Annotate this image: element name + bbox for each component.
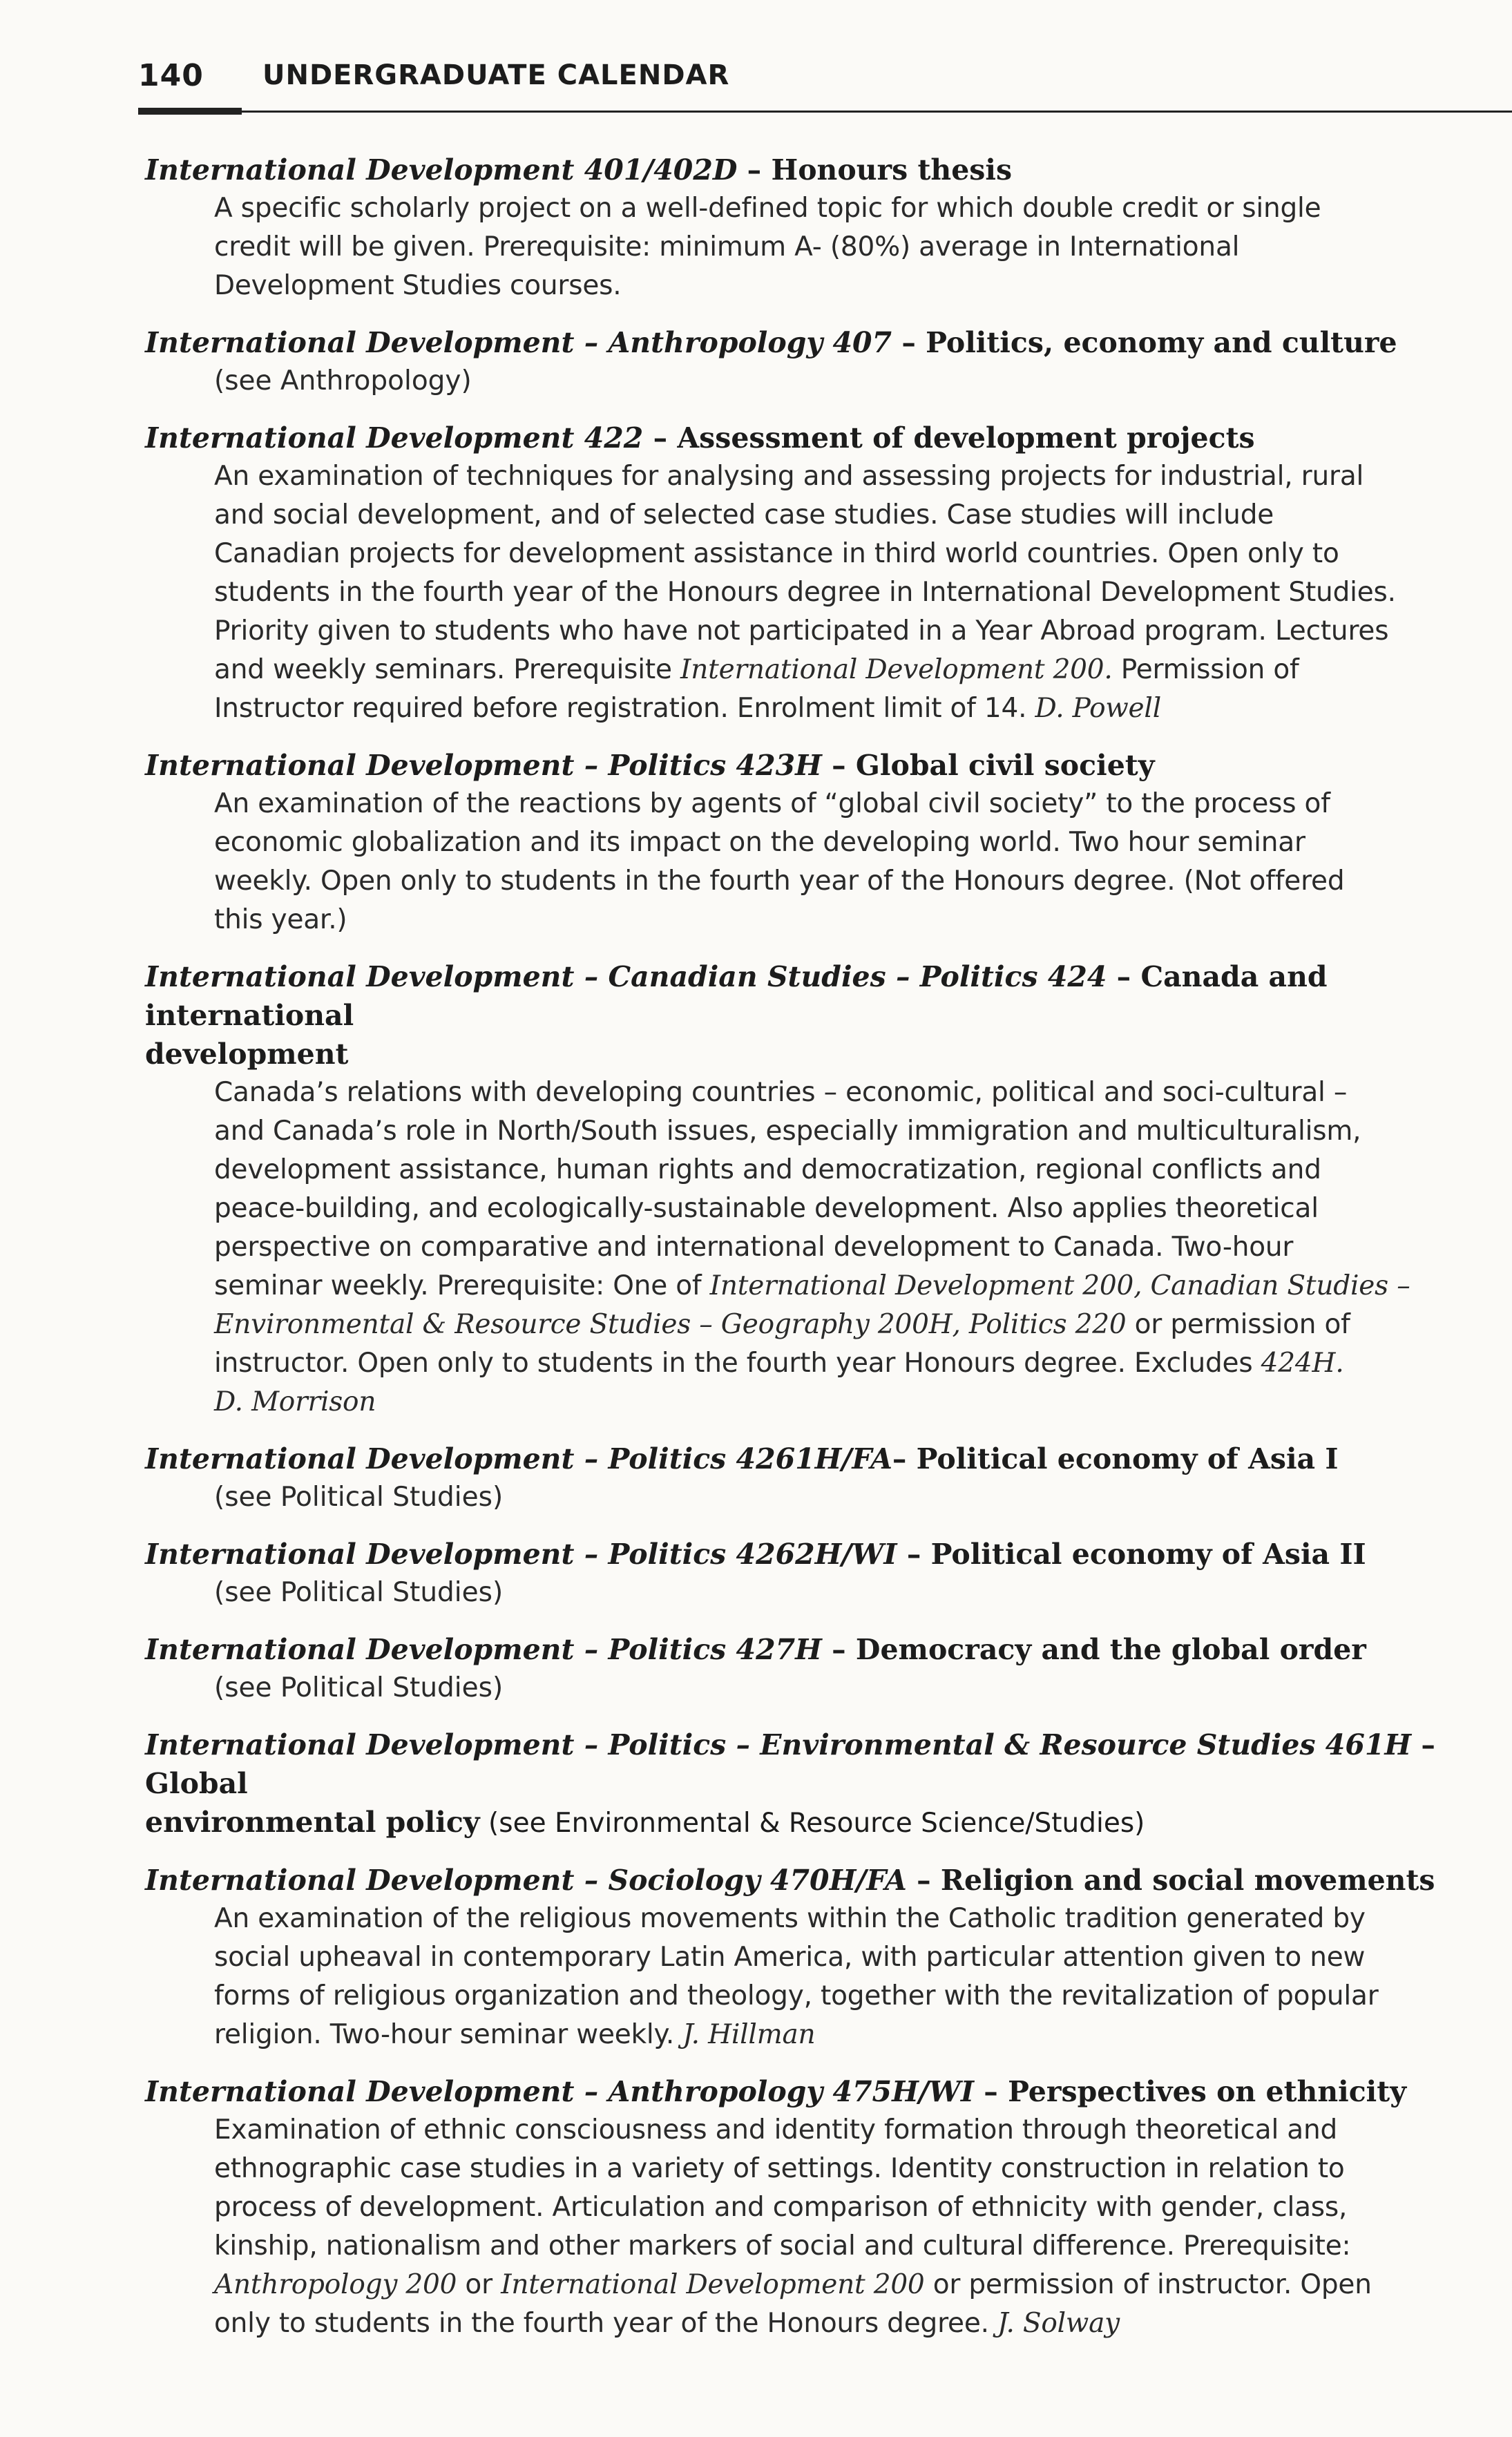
course-code: International Development – Sociology 470H/FA	[145, 1864, 907, 1897]
course-name-cont: development	[145, 1038, 349, 1071]
course-entry	[145, 1861, 1444, 2054]
desc-line: Canadian projects for development assistance in third world countries. Open only to	[214, 538, 1339, 569]
desc-text: Instructor required before registration. Enrolment limit of 14.	[214, 693, 1035, 724]
course-entry	[145, 1535, 1444, 1612]
desc-line: Examination of ethnic consciousness and identity formation through theoretical and	[214, 2114, 1338, 2145]
course-reference: 424H.	[1261, 1348, 1344, 1379]
desc-text: or	[457, 2269, 501, 2300]
desc-line	[214, 2016, 1444, 2054]
course-description	[214, 785, 1444, 939]
course-reference: International Development 200.	[680, 654, 1113, 685]
desc-line: An examination of the religious movements within the Catholic tradition generated by	[214, 1903, 1366, 1934]
course-name: Political economy of Asia II	[930, 1538, 1366, 1571]
course-name: Political economy of Asia I	[916, 1442, 1339, 1475]
title-dash: –	[892, 1442, 917, 1475]
instructor-name: D. Powell	[1035, 693, 1161, 724]
course-name: Global civil society	[855, 749, 1155, 782]
desc-line: perspective on comparative and international development to Canada. Two-hour	[214, 1232, 1294, 1263]
course-title	[145, 151, 1444, 189]
instructor-name: J. Solway	[997, 2308, 1120, 2339]
title-dash: –	[1107, 960, 1141, 993]
desc-line: social upheaval in contemporary Latin America, with particular attention given to new	[214, 1942, 1366, 1973]
instructor-name: D. Morrison	[214, 1386, 376, 1417]
desc-text: or permission of	[1126, 1309, 1350, 1340]
course-entry	[145, 151, 1444, 305]
course-code: International Development – Anthropology 475H/WI	[145, 2075, 975, 2108]
desc-line: development assistance, human rights and democratization, regional conflicts and	[214, 1154, 1321, 1185]
header-rule	[242, 111, 1512, 113]
title-dash: –	[821, 1633, 856, 1666]
desc-line	[214, 689, 1444, 728]
course-entry	[145, 1630, 1444, 1708]
course-description	[214, 457, 1444, 728]
course-entry	[145, 746, 1444, 939]
desc-line	[214, 1267, 1444, 1306]
see-reference: (see Environmental & Resource Science/Studies)	[479, 1808, 1145, 1839]
desc-line	[214, 2304, 1444, 2343]
course-description	[214, 2111, 1444, 2343]
page-header	[138, 55, 1430, 111]
desc-line: Canada’s relations with developing countries – economic, political and soci-cultural –	[214, 1077, 1348, 1108]
course-name: Assessment of development projects	[677, 421, 1255, 455]
desc-line: An examination of techniques for analysing and assessing projects for industrial, rural	[214, 461, 1364, 492]
desc-line: and Canada’s role in North/South issues, especially immigration and multiculturalism,	[214, 1116, 1361, 1147]
desc-line: forms of religious organization and theology, together with the revitalization of popular	[214, 1980, 1379, 2011]
desc-line	[214, 1344, 1444, 1383]
course-code: International Development – Canadian Studies – Politics 424	[145, 960, 1107, 993]
course-title	[145, 957, 1444, 1073]
desc-line: credit will be given. Prerequisite: minimum A- (80%) average in International	[214, 231, 1240, 262]
course-title	[145, 1440, 1444, 1478]
title-dash: –	[1411, 1728, 1435, 1761]
course-reference: Anthropology 200	[214, 2269, 457, 2300]
course-title	[145, 1726, 1444, 1843]
desc-text: Permission of	[1112, 654, 1299, 685]
desc-line: this year.)	[214, 904, 347, 935]
desc-text: seminar weekly. Prerequisite: One of	[214, 1270, 710, 1301]
desc-line: peace-building, and ecologically-sustainable development. Also applies theoretical	[214, 1193, 1319, 1224]
title-dash: –	[821, 749, 856, 782]
course-title	[145, 2072, 1444, 2111]
course-code: International Development – Anthropology 407	[145, 326, 892, 359]
course-description	[214, 189, 1444, 305]
desc-line	[214, 651, 1444, 689]
course-name: Canada and international	[145, 960, 1328, 1032]
title-dash: –	[974, 2075, 1008, 2108]
course-reference: Environmental & Resource Studies – Geography 200H, Politics 220	[214, 1309, 1127, 1340]
see-reference: (see Political Studies)	[214, 1482, 504, 1513]
course-reference: International Development 200	[501, 2269, 925, 2300]
desc-text: or permission of instructor. Open	[924, 2269, 1372, 2300]
title-dash: –	[737, 153, 772, 187]
course-code: International Development 422	[145, 421, 644, 455]
course-description	[214, 1073, 1444, 1422]
title-dash: –	[897, 1538, 931, 1571]
see-reference: (see Political Studies)	[214, 1672, 504, 1703]
desc-line	[214, 1306, 1444, 1344]
desc-line: economic globalization and its impact on the developing world. Two hour seminar	[214, 827, 1305, 858]
desc-text: only to students in the fourth year of the Honours degree.	[214, 2308, 998, 2339]
course-code: International Development 401/402D	[145, 153, 738, 187]
course-code: International Development – Politics 427H	[145, 1633, 822, 1666]
course-name: Honours thesis	[771, 153, 1013, 187]
see-reference: (see Anthropology)	[214, 365, 472, 396]
course-code: International Development – Politics 4261H/FA	[145, 1442, 892, 1475]
desc-line: ethnographic case studies in a variety of settings. Identity construction in relation to	[214, 2153, 1345, 2184]
desc-line: weekly. Open only to students in the fourth year of the Honours degree. (Not offered	[214, 866, 1345, 897]
course-title	[145, 419, 1444, 457]
desc-text: instructor. Open only to students in the fourth year Honours degree. Excludes	[214, 1348, 1261, 1379]
course-title	[145, 1630, 1444, 1669]
desc-line	[214, 2266, 1444, 2304]
desc-line: students in the fourth year of the Honours degree in International Development Studies.	[214, 577, 1396, 608]
see-reference: (see Political Studies)	[214, 1577, 504, 1608]
course-name: Religion and social movements	[940, 1864, 1435, 1897]
course-code: International Development – Politics 423H	[145, 749, 822, 782]
course-entry	[145, 419, 1444, 728]
desc-line: process of development. Articulation and comparison of ethnicity with gender, class,	[214, 2192, 1348, 2223]
course-name-cont: environmental policy	[145, 1806, 480, 1839]
desc-text: religion. Two-hour seminar weekly.	[214, 2019, 683, 2050]
title-dash: –	[892, 326, 926, 359]
desc-line: kinship, nationalism and other markers of social and cultural difference. Prerequisite:	[214, 2230, 1351, 2262]
desc-line: Priority given to students who have not participated in a Year Abroad program. Lectures	[214, 615, 1389, 647]
desc-line: and social development, and of selected case studies. Case studies will include	[214, 499, 1274, 531]
course-name: Democracy and the global order	[855, 1633, 1366, 1666]
course-entry	[145, 1440, 1444, 1517]
desc-text: and weekly seminars. Prerequisite	[214, 654, 680, 685]
course-description	[214, 1900, 1444, 2054]
course-title	[145, 323, 1444, 362]
course-title	[145, 1861, 1444, 1900]
desc-line: Development Studies courses.	[214, 270, 622, 301]
course-reference: International Development 200, Canadian Studies –	[709, 1270, 1410, 1301]
desc-line	[214, 1383, 1444, 1422]
course-list	[145, 151, 1444, 2361]
page-number: 140	[138, 58, 204, 93]
course-title	[145, 1535, 1444, 1574]
course-name: Global	[145, 1767, 248, 1800]
course-title	[145, 746, 1444, 785]
course-entry	[145, 2072, 1444, 2343]
header-rule-thick	[138, 108, 242, 115]
title-dash: –	[643, 421, 678, 455]
desc-line: A specific scholarly project on a well-defined topic for which double credit or single	[214, 193, 1321, 224]
running-head: UNDERGRADUATE CALENDAR	[262, 59, 730, 91]
desc-line: An examination of the reactions by agents of “global civil society” to the process of	[214, 788, 1330, 819]
course-name: Perspectives on ethnicity	[1008, 2075, 1407, 2108]
course-code: International Development – Politics – Environmental & Resource Studies 461H	[145, 1728, 1412, 1761]
course-entry	[145, 323, 1444, 401]
course-entry	[145, 1726, 1444, 1843]
title-dash: –	[906, 1864, 941, 1897]
instructor-name: J. Hillman	[682, 2019, 816, 2050]
course-entry	[145, 957, 1444, 1422]
course-code: International Development – Politics 4262H/WI	[145, 1538, 897, 1571]
course-name: Politics, economy and culture	[926, 326, 1397, 359]
